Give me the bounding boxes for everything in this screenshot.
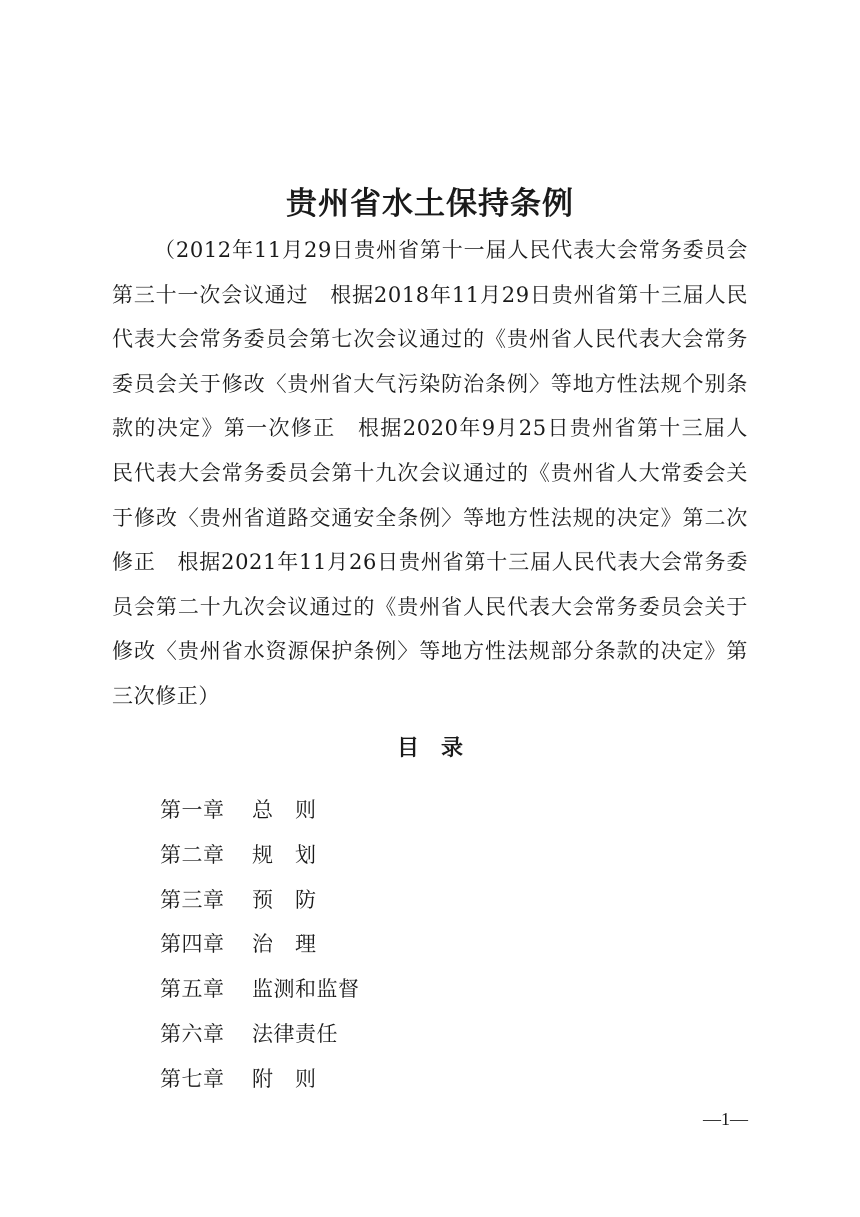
toc-chapter-number: 第五章 (160, 977, 225, 1002)
toc-chapter-number: 第二章 (160, 842, 225, 867)
toc-chapter-title: 附 则 (252, 1066, 317, 1091)
toc-chapter-title: 规 划 (252, 842, 317, 867)
toc-item-chapter-2 (160, 833, 360, 878)
toc-item-chapter-3 (160, 878, 360, 923)
toc-heading-first-char: 目 (396, 735, 419, 761)
toc-chapter-number: 第三章 (160, 887, 225, 912)
toc-chapter-number: 第一章 (160, 798, 225, 822)
toc-chapter-title: 总 则 (252, 798, 317, 822)
toc-item-chapter-4 (160, 922, 360, 967)
toc-heading (0, 728, 860, 768)
table-of-contents (160, 788, 360, 1102)
toc-item-chapter-5 (160, 967, 360, 1012)
page-number: —1— (703, 1109, 748, 1129)
document-title: 贵州省水土保持条例 (286, 186, 574, 222)
toc-chapter-number: 第四章 (160, 932, 225, 957)
toc-chapter-number: 第六章 (160, 1021, 225, 1046)
toc-chapter-title: 法律责任 (252, 1021, 338, 1046)
toc-chapter-number: 第七章 (160, 1066, 225, 1091)
toc-item-chapter-1 (160, 788, 360, 833)
toc-chapter-title: 监测和监督 (252, 977, 360, 1002)
toc-chapter-title: 预 防 (252, 887, 317, 912)
preamble-paragraph: （2012年11月29日贵州省第十一届人民代表大会常务委员会第三十一次会议通过 根据2018年11月29日贵州省第十三届人民代表大会常务委员会第七次会议通过的《贵州省人民代表大会常务委员会关于修改〈贵州省大气污染防治条例〉等地方性法规个别条款的决定》第一次修正 根据2020年9月25日贵州省第十三届人民代表大会常务委员会第十九次会议通过的《贵州省人大常委会关于修改〈贵州省道路交通安全条例〉等地方性法规的决定》第二次修正 根据2021年11月26日贵州省第十三届人民代表大会常务委员会第二十九次会议通过的《贵州省人民代表大会常务委员会关于修改〈贵州省水资源保护条例〉等地方性法规部分条款的决定》第三次修正） (112, 238, 748, 708)
toc-heading-second-char: 录 (441, 735, 464, 761)
toc-chapter-title: 治 理 (252, 932, 317, 957)
toc-item-chapter-7 (160, 1057, 360, 1102)
toc-item-chapter-6 (160, 1012, 360, 1057)
